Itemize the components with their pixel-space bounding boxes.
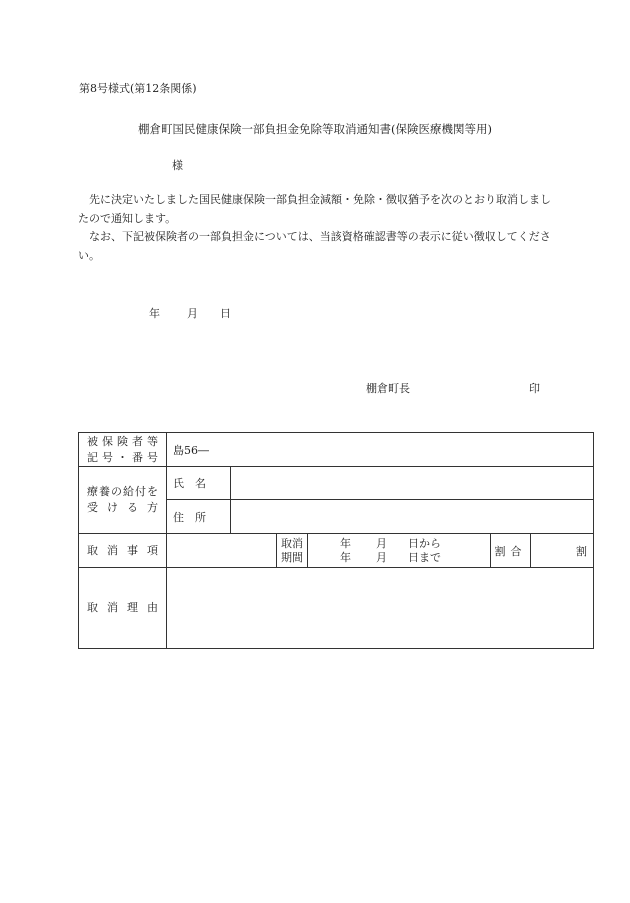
period-until-month: 月 <box>376 550 387 564</box>
seal-mark: 印 <box>529 382 540 395</box>
document-title: 棚倉町国民健康保険一部負担金免除等取消通知書(保険医療機関等用) <box>138 122 492 136</box>
name-label: 氏 名 <box>167 467 231 500</box>
period-value <box>308 534 491 568</box>
date-year: 年 <box>149 307 160 320</box>
insured-value: 島56― <box>167 433 594 467</box>
date-month: 月 <box>187 307 198 320</box>
cancel-item-row <box>79 534 594 568</box>
notice-paragraph-2: なお、下記被保険者の一部負担金については、当該資格確認書等の表示に従い徴収してください。 <box>78 230 551 262</box>
cancellation-table <box>78 432 594 649</box>
name-value <box>231 467 594 500</box>
period-label <box>277 534 308 568</box>
addressee-suffix: 様 <box>172 159 183 172</box>
address-value <box>231 500 594 534</box>
reason-label: 取消理由 <box>79 568 167 649</box>
insured-label <box>79 433 167 467</box>
recipient-label-line1: 療養の給付を <box>87 485 158 498</box>
insured-row <box>79 433 594 467</box>
notice-paragraph-1: 先に決定いたしました国民健康保険一部負担金減額・免除・徴収猶予を次のとおり取消しましたので通知します。 <box>78 193 551 225</box>
ratio-value: 割 <box>531 534 594 568</box>
period-from-line <box>308 537 490 551</box>
period-from-day: 日から <box>408 536 441 550</box>
recipient-label <box>79 467 167 534</box>
insured-label-line2: 記号・番号 <box>87 450 158 464</box>
recipient-label-line2: 受ける方 <box>87 501 158 514</box>
period-from-month: 月 <box>376 536 387 550</box>
date-day: 日 <box>220 307 231 320</box>
address-label: 住 所 <box>167 500 231 534</box>
insured-label-line1: 被保険者等 <box>87 434 158 448</box>
reason-row <box>79 568 594 649</box>
cancel-item-label: 取消事項 <box>79 534 167 568</box>
period-label-line2: 期間 <box>281 550 303 564</box>
form-number: 第8号様式(第12条関係) <box>79 82 197 95</box>
reason-value <box>167 568 594 649</box>
ratio-label: 割合 <box>491 534 531 568</box>
period-until-line <box>308 551 490 565</box>
period-until-year: 年 <box>340 550 351 564</box>
period-label-line1: 取消 <box>281 536 303 550</box>
period-until-day: 日まで <box>408 550 441 564</box>
issuer-name: 棚倉町長 <box>366 382 410 395</box>
name-row <box>79 467 594 500</box>
cancel-item-value <box>167 534 277 568</box>
period-from-year: 年 <box>340 536 351 550</box>
